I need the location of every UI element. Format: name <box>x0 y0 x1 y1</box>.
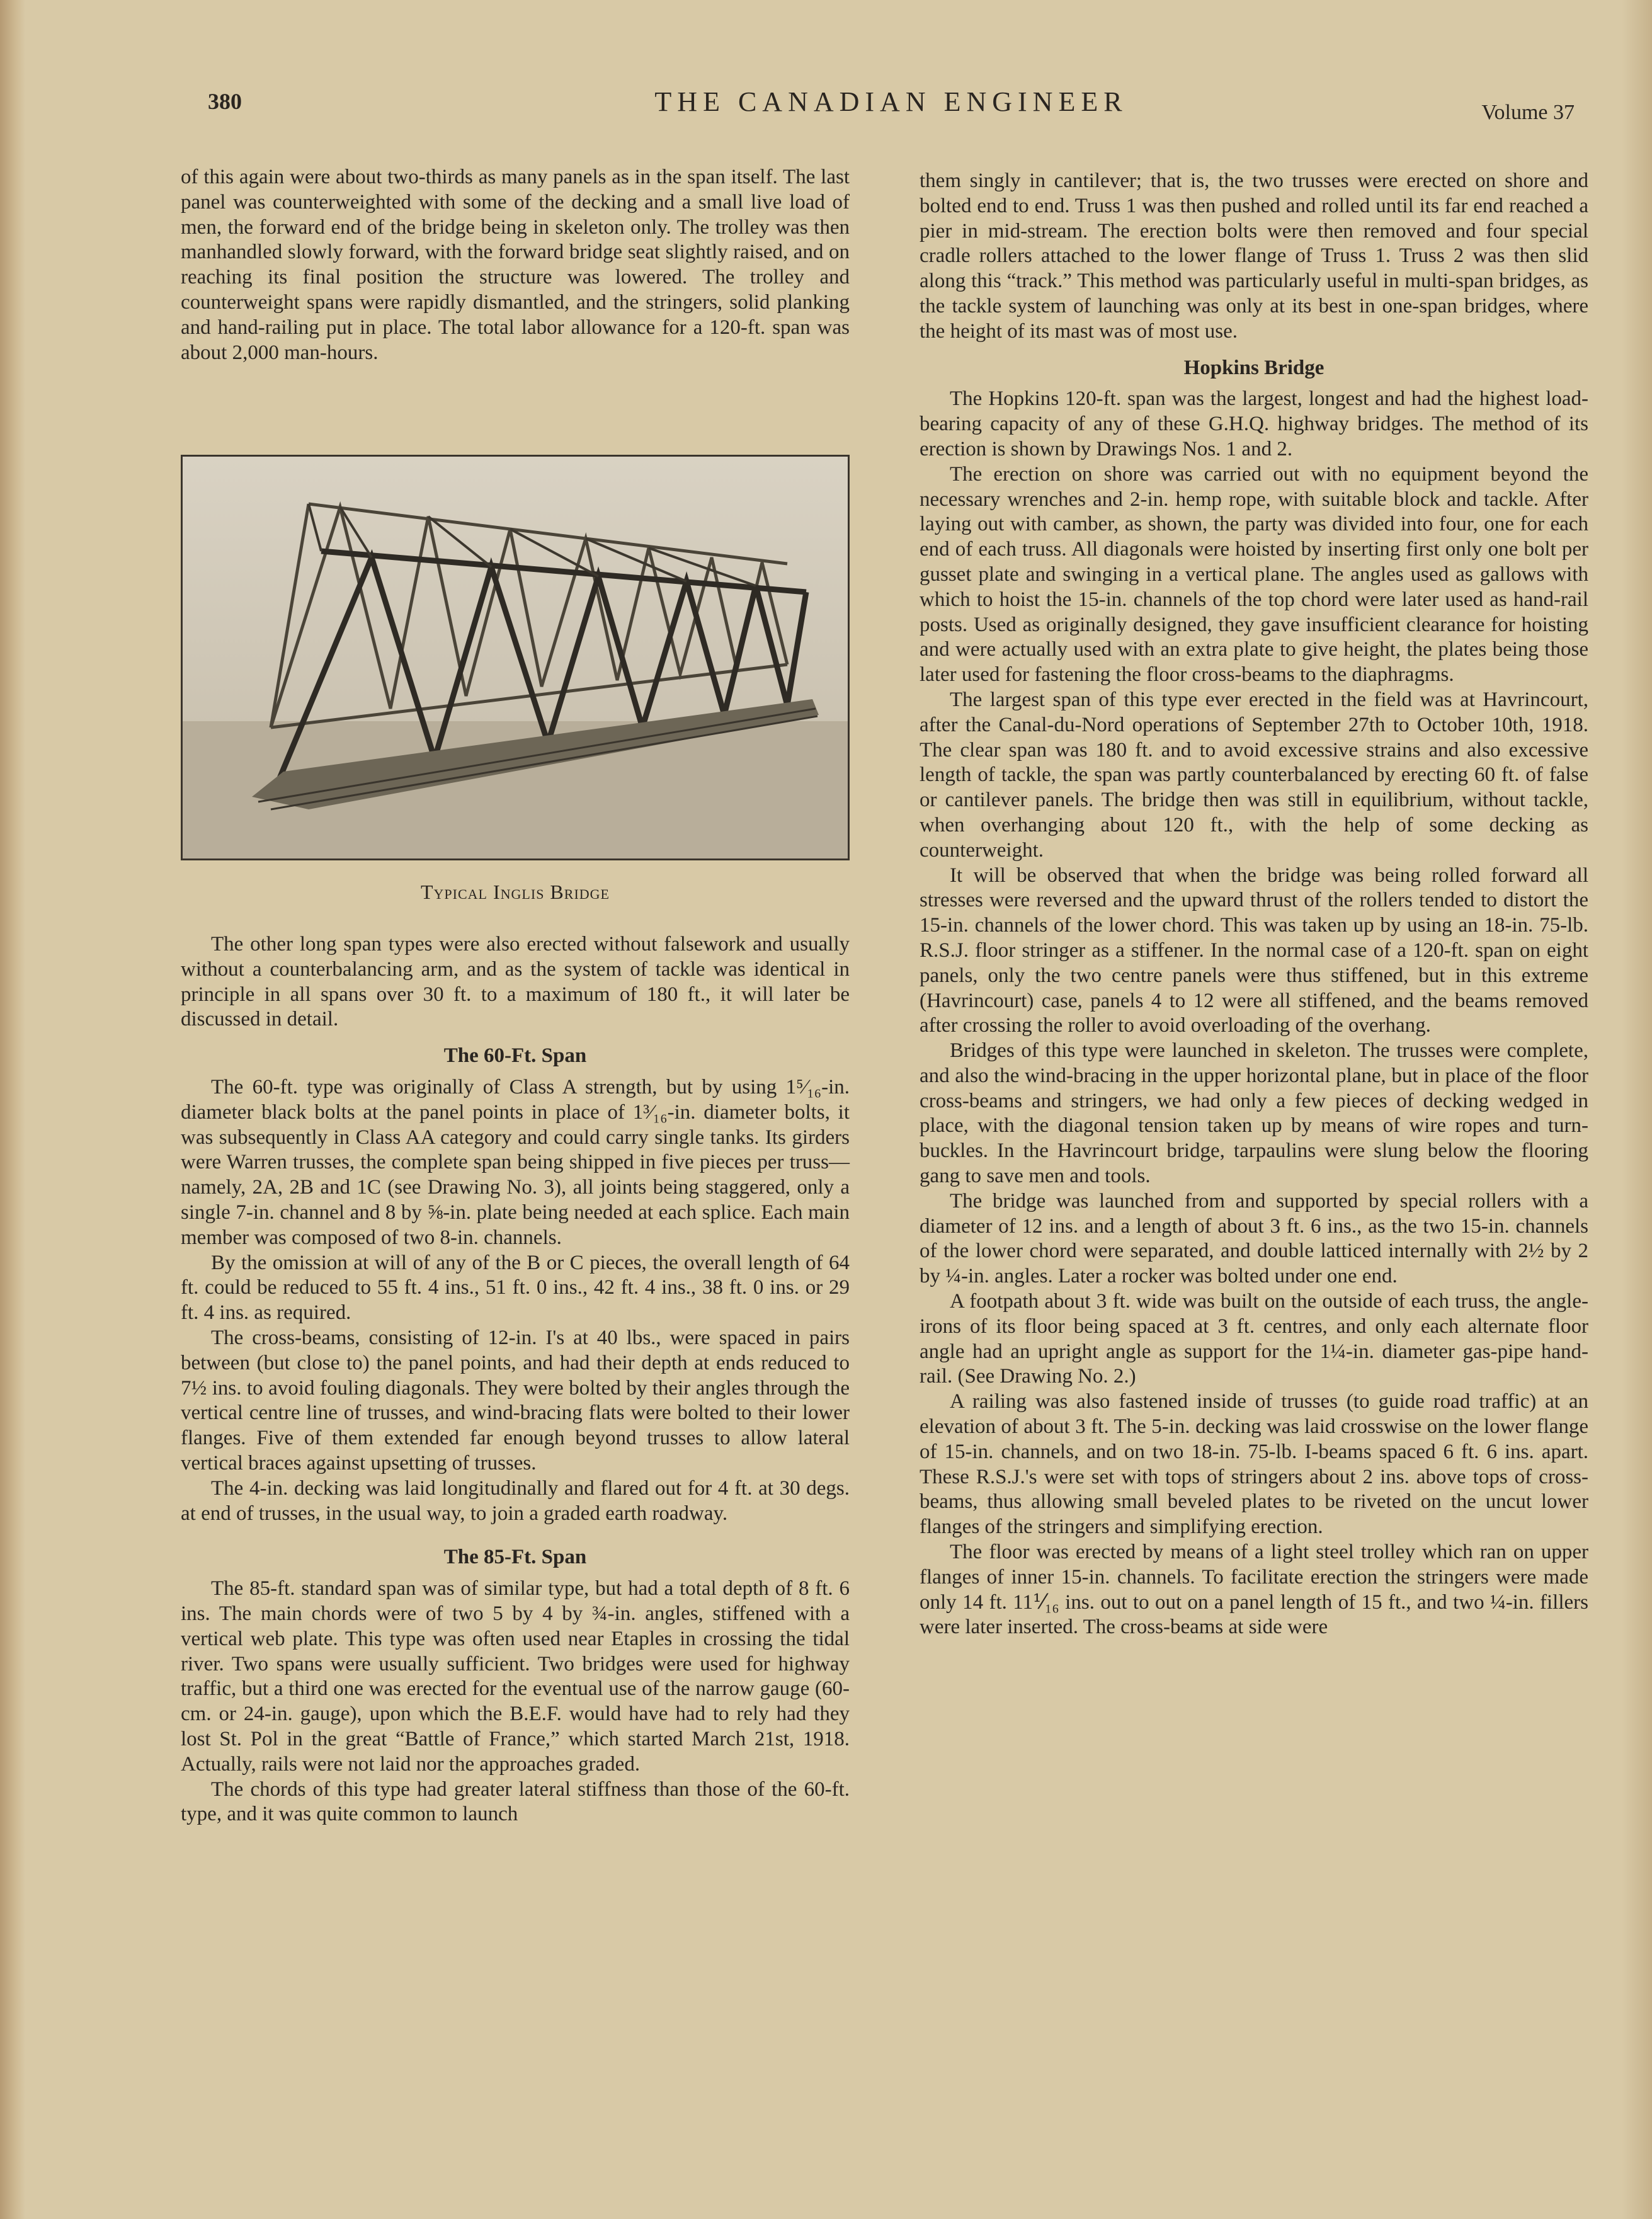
paragraph: The chords of this type had greater lateral stiffness than those of the 60-ft. type, and it was quite common to launch <box>181 1777 850 1826</box>
volume-label: Volume 37 <box>1481 101 1575 124</box>
inglis-bridge-illustration <box>183 457 848 859</box>
paragraph: The erection on shore was carried out with no equipment beyond the necessary wrenches and 2-in. hemp rope, with suitable block and tackle. After laying out with camber, as shown, the party was divided into four, one for each end of each truss. All diagonals were hoisted by inserting first only one bolt per gusset plate and swinging in a vertical plane. The angles used as gallows with which to hoist the 15-in. channels of the top chord were later used as hand-rail posts. Used as originally designed, they gave insufficient clearance for hoisting and were actually used with an extra plate to give height, the plates being those later used for fastening the floor cross-beams to the diaphragms. <box>920 462 1588 687</box>
paragraph: A railing was also fastened inside of trusses (to guide road traffic) at an elevation of about 3 ft. The 5-in. decking was laid crosswise on the lower flange of 15-in. channels, and on two 18-in. 75-lb. I-beams spaced 6 ft. 6 ins. apart. These R.S.J.'s were set with tops of stringers about 2 ins. above tops of cross-beams, thus allowing small beveled plates to be riveted on the uncut lower flanges of the stringers and simplifying erection. <box>920 1390 1588 1539</box>
paragraph: It will be observed that when the bridge was being rolled forward all stresses were reversed and the upward thrust of the rollers tended to distort the 15-in. channels of the lower chord. This was taken up by using an 18-in. 75-lb. R.S.J. floor stringer as a stiffener. In the normal case of a 120-ft. span on eight panels, only the two centre panels were thus stiffened, but in this extreme (Havrincourt) case, panels 4 to 12 were all stiffened, and the beams removed after crossing the roller to avoid overloading of the overhang. <box>920 864 1588 1037</box>
paragraph: A footpath about 3 ft. wide was built on the outside of each truss, the angle-irons of its floor being spaced at 3 ft. centres, and only each alternate floor angle had an upright angle as support for the 1¼-in. diameter gas-pipe hand-rail. (See Drawing No. 2.) <box>920 1290 1588 1388</box>
paragraph: By the omission at will of any of the B or C pieces, the overall length of 64 ft. could be reduced to 55 ft. 4 ins., 51 ft. 0 ins., 42 ft. 4 ins., 38 ft. 0 ins. or 29 ft. 4 ins. as required. <box>181 1251 850 1325</box>
left-column-top <box>181 165 850 365</box>
paragraph: them singly in cantilever; that is, the two trusses were erected on shore and bolted end to end. Truss 1 was then pushed and rolled until its far end reached a pier in mid-stream. The erection bolts were then removed and four special cradle rollers attached to the lower flange of Truss 1. Truss 2 was then slid along this “track.” This method was particularly useful in multi-span bridges, as the tackle system of launching was only at its best in one-span bridges, where the height of its mast was of most use. <box>920 169 1588 343</box>
page-binding-shadow <box>0 0 25 2219</box>
page-edge-shadow <box>1622 0 1652 2219</box>
section-heading-85ft: The 85-Ft. Span <box>443 1546 587 1569</box>
page-number: 380 <box>208 89 242 114</box>
figure-caption: Typical Inglis Bridge <box>421 881 610 903</box>
paragraph: The largest span of this type ever erected in the field was at Havrincourt, after the Canal-du-Nord operations of September 27th to October 10th, 1918. The clear span was 180 ft. and to avoid excessive strains and also excessive length of tackle, the span was partly counterbalanced by erecting 60 ft. of false or cantilever panels. The bridge then was still in equilibrium, without tackle, when overhanging about 120 ft., with the help of some decking as counterweight. <box>920 688 1588 862</box>
paragraph: The 85-ft. standard span was of similar type, but had a total depth of 8 ft. 6 ins. The main chords were of two 5 by 4 by ¾-in. angles, stiffened with a vertical web plate. This type was often used near Etaples in crossing the tidal river. Two spans were usually sufficient. Two bridges were used for highway traffic, but a third one was erected for the eventual use of the narrow gauge (60-cm. or 24-in. gauge), upon which the B.E.F. would have had to rely had they lost St. Pol in the great “Battle of France,” which started March 21st, 1918. Actually, rails were not laid nor the approaches graded. <box>181 1577 850 1776</box>
paragraph: The floor was erected by means of a light steel trolley which ran on upper flanges of inner 15-in. channels. To facilitate erection the stringers were made only 14 ft. 11⅟₁₆ ins. out to out on a panel length of 15 ft., and two ¼-in. fillers were later inserted. The cross-beams at side were <box>920 1541 1588 1639</box>
paragraph: The other long span types were also erected without falsework and usually without a counterbalancing arm, and as the system of tackle was identical in principle in all spans over 30 ft. to a maximum of 180 ft., it will later be discussed in detail. <box>181 933 850 1031</box>
section-heading-hopkins: Hopkins Bridge <box>1183 356 1324 379</box>
paragraph: The 60-ft. type was originally of Class A strength, but by using 1⁵⁄₁₆-in. diameter black bolts at the panel points in place of 1³⁄₁₆-in. diameter bolts, it was subsequently in Class AA category and could carry single tanks. Its girders were Warren trusses, the complete span being shipped in five pieces per truss—namely, 2A, 2B and 1C (see Drawing No. 3), all joints being staggered, only a single 7-in. channel and 8 by ⅝-in. plate being needed at each splice. Each main member was composed of two 8-in. channels. <box>181 1075 850 1249</box>
paragraph: The 4-in. decking was laid longitudinally and flared out for 4 ft. at 30 degs. at end of trusses, in the usual way, to join a graded earth roadway. <box>181 1476 850 1525</box>
paragraph: Bridges of this type were launched in skeleton. The trusses were complete, and also the wind-bracing in the upper horizontal plane, but in place of the floor cross-beams and stringers, we had only a few pieces of decking wedged in place, with the diagonal tension taken up by means of wire ropes and turn-buckles. In the Havrincourt bridge, tarpaulins were slung below the flooring gang to save men and tools. <box>920 1039 1588 1188</box>
left-column-bottom <box>181 932 850 1827</box>
paragraph: of this again were about two-thirds as many panels as in the span itself. The last panel was counterweighted with some of the decking and a small live load of men, the forward end of the bridge being in skeleton only. The trolley was then manhandled slowly forward, with the forward bridge seat slightly raised, and on reaching its final position the structure was lowered. The trolley and counterweight spans were rapidly dismantled, and the stringers, solid planking and hand-railing put in place. The total labor allowance for a 120-ft. span was about 2,000 man-hours. <box>181 166 850 364</box>
paragraph: The Hopkins 120-ft. span was the largest, longest and had the highest load-bearing capacity of any of these G.H.Q. highway bridges. The method of its erection is shown by Drawings Nos. 1 and 2. <box>920 387 1588 460</box>
running-header <box>208 81 1575 131</box>
publication-title: THE CANADIAN ENGINEER <box>654 86 1128 117</box>
section-heading-60ft: The 60-Ft. Span <box>443 1044 587 1068</box>
paragraph: The cross-beams, consisting of 12-in. I's at 40 lbs., were spaced in pairs between (but close to) the panel points, and had their depth at ends reduced to 7½ ins. to avoid fouling diagonals. They were bolted by their angles through the vertical centre line of trusses, and wind-bracing flats were bolted to their lower flanges. Five of them extended far enough beyond trusses to allow lateral vertical braces against upsetting of trusses. <box>181 1326 850 1475</box>
paragraph: The bridge was launched from and supported by special rollers with a diameter of 12 ins. and a length of about 3 ft. 6 ins., as the two 15-in. channels of the lower chord were separated, and double latticed internally with 2½ by 2 by ¼-in. angles. Later a rocker was bolted under one end. <box>920 1189 1588 1288</box>
bridge-photograph <box>181 455 850 860</box>
right-column <box>920 169 1588 1640</box>
